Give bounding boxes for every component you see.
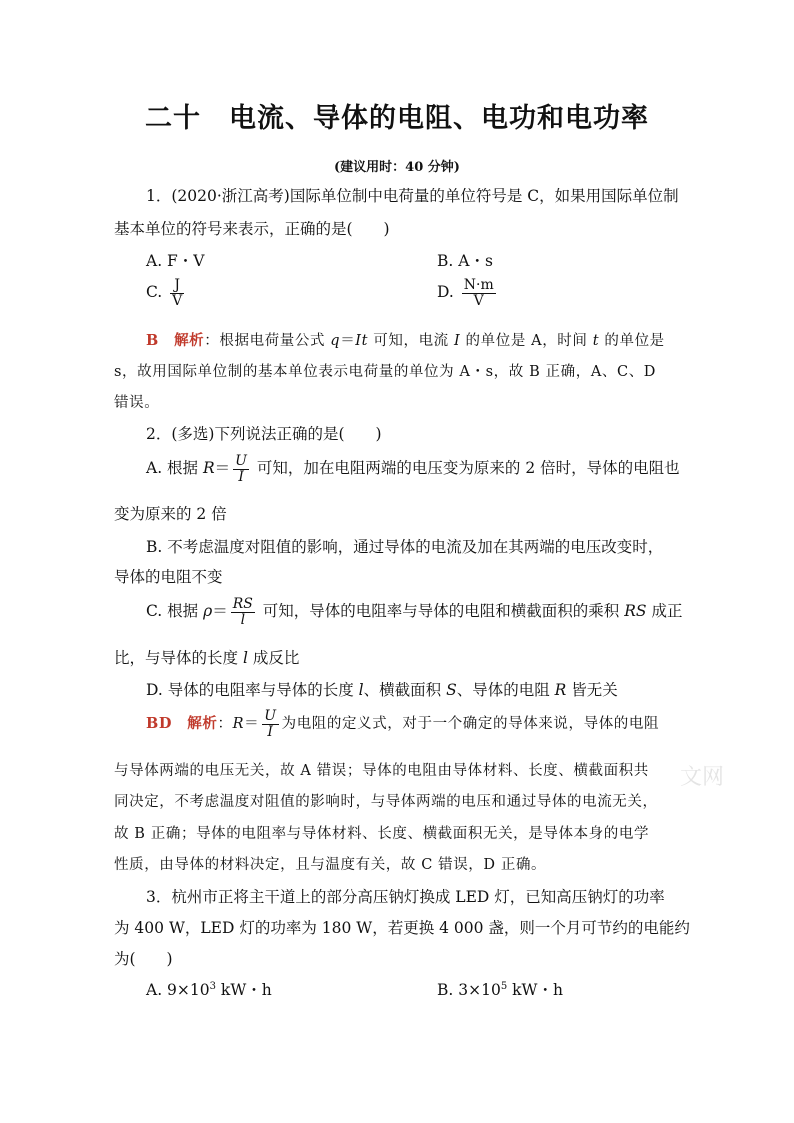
- q2-option-b-line2: 导体的电阻不变: [114, 568, 223, 586]
- watermark: 文网: [680, 765, 725, 790]
- q2-option-a-line1: [146, 454, 680, 484]
- text: 成反比: [247, 649, 300, 667]
- q2-analysis-line2: 与导体两端的电压无关，故 A 错误；导体的电阻由导体材料、长度、横截面积共: [114, 763, 649, 779]
- fraction-numerator: U: [235, 453, 247, 469]
- fraction-u-over-i: [262, 709, 278, 739]
- q1-option-d-prefix: D.: [437, 283, 454, 302]
- var-it: It: [355, 333, 369, 349]
- fraction-u-over-i: [233, 454, 249, 484]
- analysis-text: 的单位是: [599, 333, 665, 349]
- q1-stem-line2: 基本单位的符号来表示，正确的是( ): [114, 220, 390, 238]
- text: B. 3×10: [437, 981, 501, 999]
- q1-option-b: B. A・s: [437, 252, 493, 270]
- q1-stem-line1: 1．(2020·浙江高考)国际单位制中电荷量的单位符号是 C，如果用国际单位制: [146, 187, 679, 205]
- var-r: R: [232, 716, 245, 733]
- analysis-text: ：根据电荷量公式: [204, 333, 331, 349]
- text: 可知，加在电阻两端的电压变为原来的 2 倍时，导体的电阻也: [251, 459, 680, 478]
- q2-option-c-line2: [114, 646, 299, 668]
- q2-answer: BD: [146, 715, 173, 733]
- exponent: 3: [209, 980, 216, 992]
- q1-answer: B: [146, 332, 159, 349]
- q2-analysis-line1: BD 解析：R＝ $\frac{U}{I}$ 为电阻的定义式，对于一个确定的导体来说，导体的电阻: [146, 708, 660, 740]
- fraction-numerator: N·m: [463, 277, 494, 293]
- fraction-numerator: J: [170, 278, 184, 294]
- q1-analysis-line3: 错误。: [114, 395, 160, 411]
- text: D. 导体的电阻率与导体的长度: [146, 681, 359, 699]
- q3-option-a: [146, 978, 272, 1000]
- q2-analysis-line5: 性质，由导体的材料决定，且与温度有关，故 C 错误，D 正确。: [114, 857, 547, 873]
- q2-option-c-line1: [146, 597, 682, 627]
- q3-stem-line3: 为( ): [114, 950, 173, 968]
- text: 皆无关: [566, 681, 618, 699]
- q1-option-a: A. F・V: [146, 252, 205, 270]
- fraction-denominator: V: [473, 292, 484, 309]
- q3-option-b: [437, 978, 563, 1000]
- q1-option-c-fraction: [170, 278, 184, 308]
- fraction-denominator: l: [240, 611, 246, 628]
- var-l: l: [242, 649, 248, 667]
- analysis-text: 的单位是 A，时间: [460, 333, 593, 349]
- var-l: l: [358, 681, 364, 699]
- equals: ＝: [244, 716, 260, 733]
- q2-option-a-line2: 变为原来的 2 倍: [114, 505, 227, 523]
- q2-stem: 2．(多选)下列说法正确的是( ): [146, 425, 382, 443]
- q2-analysis-line3: 同决定，不考虑温度对阻值的影响时，与导体两端的电压和通过导体的电流无关，: [114, 794, 658, 810]
- q2-option-b-line1: B. 不考虑温度对阻值的影响，通过导体的电流及加在其两端的电压改变时，: [146, 538, 664, 556]
- q1-analysis-line1: [146, 329, 665, 350]
- fraction-numerator: RS: [232, 596, 253, 612]
- text: 可知，导体的电阻率与导体的电阻和横截面积的乘积: [257, 602, 625, 621]
- var-t: t: [592, 333, 600, 349]
- exponent: 5: [500, 980, 508, 992]
- equals: ＝: [212, 602, 228, 621]
- fraction-rs-over-l: [231, 597, 255, 627]
- equals: ＝: [340, 333, 356, 349]
- var-s: S: [446, 681, 457, 699]
- var-r: R: [554, 681, 567, 699]
- var-rho: ρ: [203, 602, 213, 621]
- analysis-text: 可知，电流: [368, 333, 454, 349]
- page-title: 二十 电流、导体的电阻、电功和电功率: [145, 103, 649, 134]
- var-i: I: [453, 333, 461, 349]
- q1-option-d-fraction: [462, 278, 496, 308]
- var-rs: RS: [624, 602, 647, 621]
- text: 、导体的电阻: [456, 681, 555, 699]
- var-q: q: [330, 333, 341, 349]
- time-note: (建议用时：40 分钟): [334, 160, 460, 175]
- fraction-denominator: V: [172, 292, 183, 309]
- q1-analysis-line2: s，故用国际单位制的基本单位表示电荷量的单位为 A・s，故 B 正确，A、C、D: [114, 364, 657, 380]
- q1-option-c-prefix: C.: [146, 283, 163, 302]
- q3-stem-line1: 3．杭州市正将主干道上的部分高压钠灯换成 LED 灯，已知高压钠灯的功率: [146, 888, 665, 906]
- fraction-denominator: I: [238, 468, 244, 485]
- text: C. 根据: [146, 602, 204, 621]
- analysis-text: 为电阻的定义式，对于一个确定的导体来说，导体的电阻: [281, 716, 660, 733]
- q1-option-c: [146, 278, 187, 308]
- var-r: R: [202, 459, 215, 478]
- text: kW・h: [216, 981, 272, 999]
- text: A. 根据: [146, 459, 203, 478]
- q2-analysis-label: 解析: [187, 715, 218, 733]
- q3-stem-line2: 为 400 W，LED 灯的功率为 180 W，若更换 4 000 盏，则一个月可节约的电能约: [114, 919, 690, 937]
- q2-option-d: [146, 678, 618, 700]
- text: 成正: [646, 602, 683, 621]
- fraction-denominator: I: [267, 723, 274, 740]
- text: 、横截面积: [363, 681, 447, 699]
- q2-analysis-line4: 故 B 正确；导体的电阻率与导体材料、长度、横截面积无关，是导体本身的电学: [114, 826, 650, 842]
- q1-option-d: [437, 278, 499, 308]
- text: A. 9×10: [146, 981, 210, 999]
- text: 比，与导体的长度: [114, 649, 243, 667]
- text: kW・h: [507, 981, 563, 999]
- fraction-numerator: U: [264, 708, 277, 724]
- equals: ＝: [214, 459, 231, 478]
- q1-analysis-label: 解析: [174, 332, 205, 349]
